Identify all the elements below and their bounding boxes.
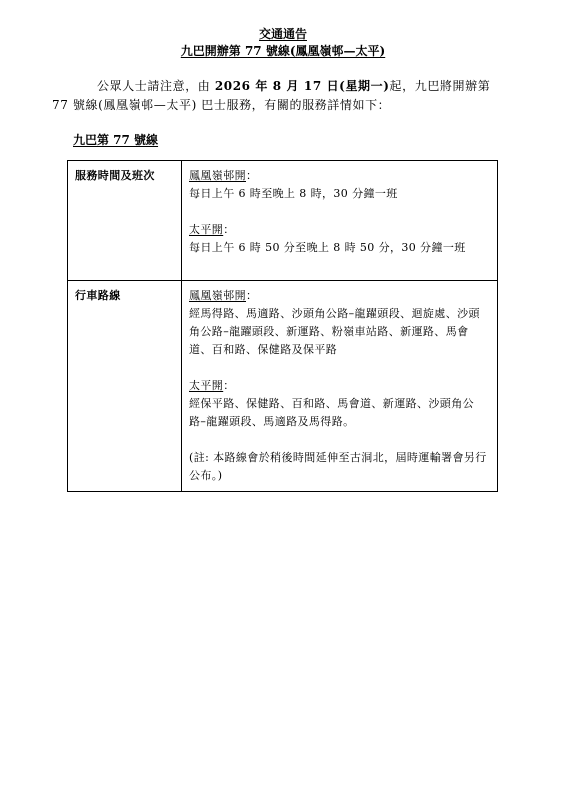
title-line-1: 交通通告 xyxy=(258,27,307,41)
title-line-2: 九巴開辦第 77 號線(鳳凰嶺邨—太平) xyxy=(180,44,386,58)
notice-title xyxy=(0,26,566,60)
section-title: 九巴第 77 號線 xyxy=(73,133,159,147)
intro-middle: 起，九巴將開辦第 xyxy=(389,79,491,93)
row-content xyxy=(182,281,498,492)
service-details-table xyxy=(67,160,498,492)
route-note: (註: 本路線會於稍後時間延伸至古洞北，屆時運輸署會另行公布。) xyxy=(189,451,487,482)
table-row xyxy=(68,161,498,281)
row-label: 行車路線 xyxy=(68,281,182,492)
block-heading: 太平開： xyxy=(189,223,235,236)
intro-prefix: 公眾人士請注意，由 xyxy=(97,79,215,93)
intro-line-2: 77 號線(鳳凰嶺邨—太平) 巴士服務，有關的服務詳情如下： xyxy=(52,98,391,112)
block-heading: 太平開： xyxy=(189,379,235,392)
block-text: 每日上午 6 時 50 分至晚上 8 時 50 分，30 分鐘一班 xyxy=(189,241,466,254)
block-heading: 鳳凰嶺邨開： xyxy=(189,169,258,182)
block-text: 經保平路、保健路、百和路、馬會道、新運路、沙頭角公路–龍躍頭段、馬適路及馬得路。 xyxy=(189,397,474,428)
row-label: 服務時間及班次 xyxy=(68,161,182,281)
table-row xyxy=(68,281,498,492)
intro-line-1 xyxy=(52,77,520,96)
intro-paragraph xyxy=(52,77,520,115)
start-date: 2026 年 8 月 17 日(星期一) xyxy=(214,79,390,93)
block-text: 每日上午 6 時至晚上 8 時，30 分鐘一班 xyxy=(189,187,398,200)
block-heading: 鳳凰嶺邨開： xyxy=(189,289,258,302)
block-text: 經馬得路、馬適路、沙頭角公路–龍躍頭段、迴旋處、沙頭角公路–龍躍頭段、新運路、粉嶺車站路、新運路、馬會道、百和路、保健路及保平路 xyxy=(189,307,480,356)
row-content xyxy=(182,161,498,281)
